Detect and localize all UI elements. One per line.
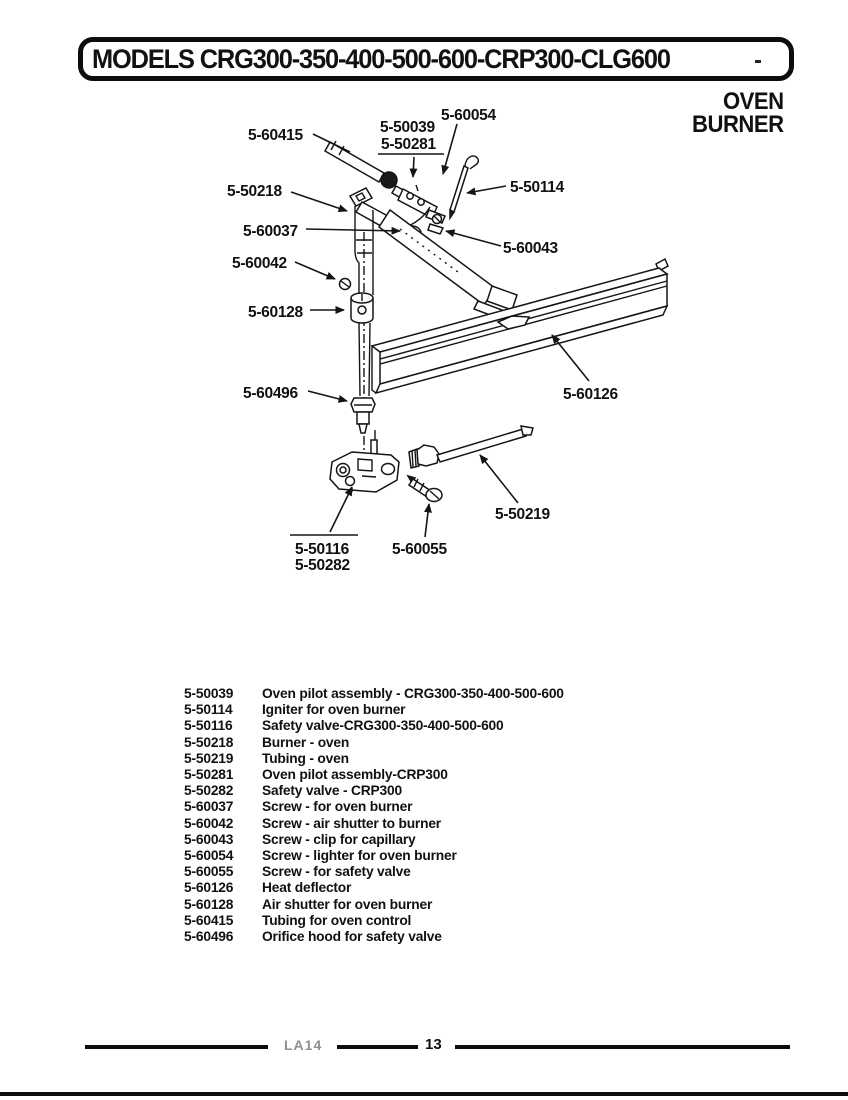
part-description: Oven pilot assembly-CRP300 — [262, 767, 448, 783]
safety-valve-screw-drawing — [408, 476, 442, 502]
part-description: Igniter for oven burner — [262, 702, 406, 718]
svg-text:5-50281: 5-50281 — [381, 136, 436, 153]
callout-5-60042 — [232, 255, 335, 279]
parts-list-row — [184, 702, 704, 718]
part-number: 5-50219 — [184, 750, 234, 766]
part-number: 5-60037 — [184, 799, 234, 815]
footer-rule-mid — [337, 1045, 418, 1049]
callout-5-50219 — [480, 455, 550, 523]
part-description: Safety valve-CRG300-350-400-500-600 — [262, 718, 504, 734]
part-number: 5-50218 — [184, 734, 234, 750]
parts-list-row — [184, 880, 704, 896]
parts-list-row — [184, 686, 704, 702]
page-bottom-border — [0, 1092, 848, 1096]
part-number: 5-60126 — [184, 880, 234, 896]
part-description: Screw - air shutter to burner — [262, 815, 441, 831]
callout-5-60043 — [446, 231, 558, 257]
part-description: Air shutter for oven burner — [262, 896, 433, 912]
part-number: 5-50282 — [184, 783, 234, 799]
part-number: 5-50039 — [184, 686, 234, 701]
parts-list-row — [184, 929, 704, 945]
callout-5-60054 — [441, 107, 496, 174]
part-description: Screw - clip for capillary — [262, 831, 416, 847]
page-title-line1: OVEN — [723, 88, 784, 115]
igniter-drawing — [450, 156, 478, 218]
callout-5-60126 — [552, 335, 618, 403]
air-shutter-drawing — [351, 293, 373, 323]
callout-5-60037 — [243, 223, 400, 240]
svg-text:5-50039: 5-50039 — [380, 119, 435, 136]
callout-5-50116-50282 — [290, 487, 358, 574]
parts-list-row — [184, 816, 704, 832]
callout-5-60496 — [243, 385, 347, 402]
parts-list-row — [184, 718, 704, 734]
svg-text:5-60037: 5-60037 — [243, 223, 298, 240]
parts-list — [184, 686, 704, 945]
svg-text:5-50219: 5-50219 — [495, 506, 550, 523]
parts-list-row — [184, 799, 704, 815]
part-number: 5-60042 — [184, 815, 234, 831]
part-number: 5-50114 — [184, 702, 233, 718]
footer-rule-right — [455, 1045, 790, 1049]
part-number: 5-60415 — [184, 912, 234, 928]
svg-text:5-50114: 5-50114 — [510, 179, 564, 196]
parts-list-row — [184, 913, 704, 929]
air-shutter-screw-drawing — [340, 279, 351, 290]
footer-print-code: LA14 — [284, 1037, 323, 1053]
part-description: Screw - lighter for oven burner — [262, 848, 457, 864]
part-number: 5-50116 — [184, 718, 233, 734]
oven-tubing-drawing — [409, 426, 533, 468]
svg-text:5-60128: 5-60128 — [248, 304, 303, 321]
callout-5-60055 — [392, 504, 447, 558]
part-number: 5-60055 — [184, 864, 234, 880]
callout-5-50218 — [227, 183, 347, 211]
orifice-hood-drawing — [351, 398, 375, 433]
part-description: Tubing - oven — [262, 750, 349, 766]
page-number: 13 — [425, 1036, 442, 1053]
svg-text:5-50282: 5-50282 — [295, 557, 350, 574]
parts-list-row — [184, 864, 704, 880]
parts-list-row — [184, 897, 704, 913]
part-number: 5-60054 — [184, 848, 234, 864]
parts-list-row — [184, 751, 704, 767]
svg-text:5-60054: 5-60054 — [441, 107, 496, 124]
part-description: Tubing for oven control — [262, 912, 412, 928]
svg-text:5-60126: 5-60126 — [563, 386, 618, 403]
part-description: Screw - for safety valve — [262, 864, 411, 880]
part-description: Oven pilot assembly - CRG300-350-400-500-600 — [262, 686, 564, 701]
part-number: 5-60043 — [184, 831, 234, 847]
svg-text:5-60055: 5-60055 — [392, 541, 447, 558]
part-number: 5-60128 — [184, 896, 234, 912]
part-description: Safety valve - CRP300 — [262, 783, 402, 799]
page-title-line2: BURNER — [692, 111, 784, 138]
callout-5-60128 — [248, 304, 344, 321]
svg-text:5-50218: 5-50218 — [227, 183, 282, 200]
parts-list-row — [184, 832, 704, 848]
part-description: Screw - for oven burner — [262, 799, 413, 815]
callout-5-50114 — [467, 179, 565, 196]
parts-list-row — [184, 735, 704, 751]
part-number: 5-50281 — [184, 767, 234, 783]
svg-text:5-50116: 5-50116 — [295, 541, 349, 558]
safety-valve-drawing — [330, 440, 399, 492]
models-banner-text: MODELS CRG300-350-400-500-600-CRP300-CLG600 — [92, 43, 670, 74]
parts-list-row — [184, 783, 704, 799]
part-number: 5-60496 — [184, 929, 234, 945]
svg-text:5-60042: 5-60042 — [232, 255, 287, 272]
footer-rule-left — [85, 1045, 268, 1049]
svg-text:5-60043: 5-60043 — [503, 240, 558, 257]
part-description: Burner - oven — [262, 734, 350, 750]
part-description: Heat deflector — [262, 880, 352, 896]
parts-list-row — [184, 848, 704, 864]
part-description: Orifice hood for safety valve — [262, 929, 442, 945]
svg-text:5-60415: 5-60415 — [248, 127, 303, 144]
callout-5-50039-50281 — [378, 119, 444, 177]
heat-deflector-drawing — [372, 259, 668, 393]
svg-text:5-60496: 5-60496 — [243, 385, 298, 402]
parts-list-row — [184, 767, 704, 783]
